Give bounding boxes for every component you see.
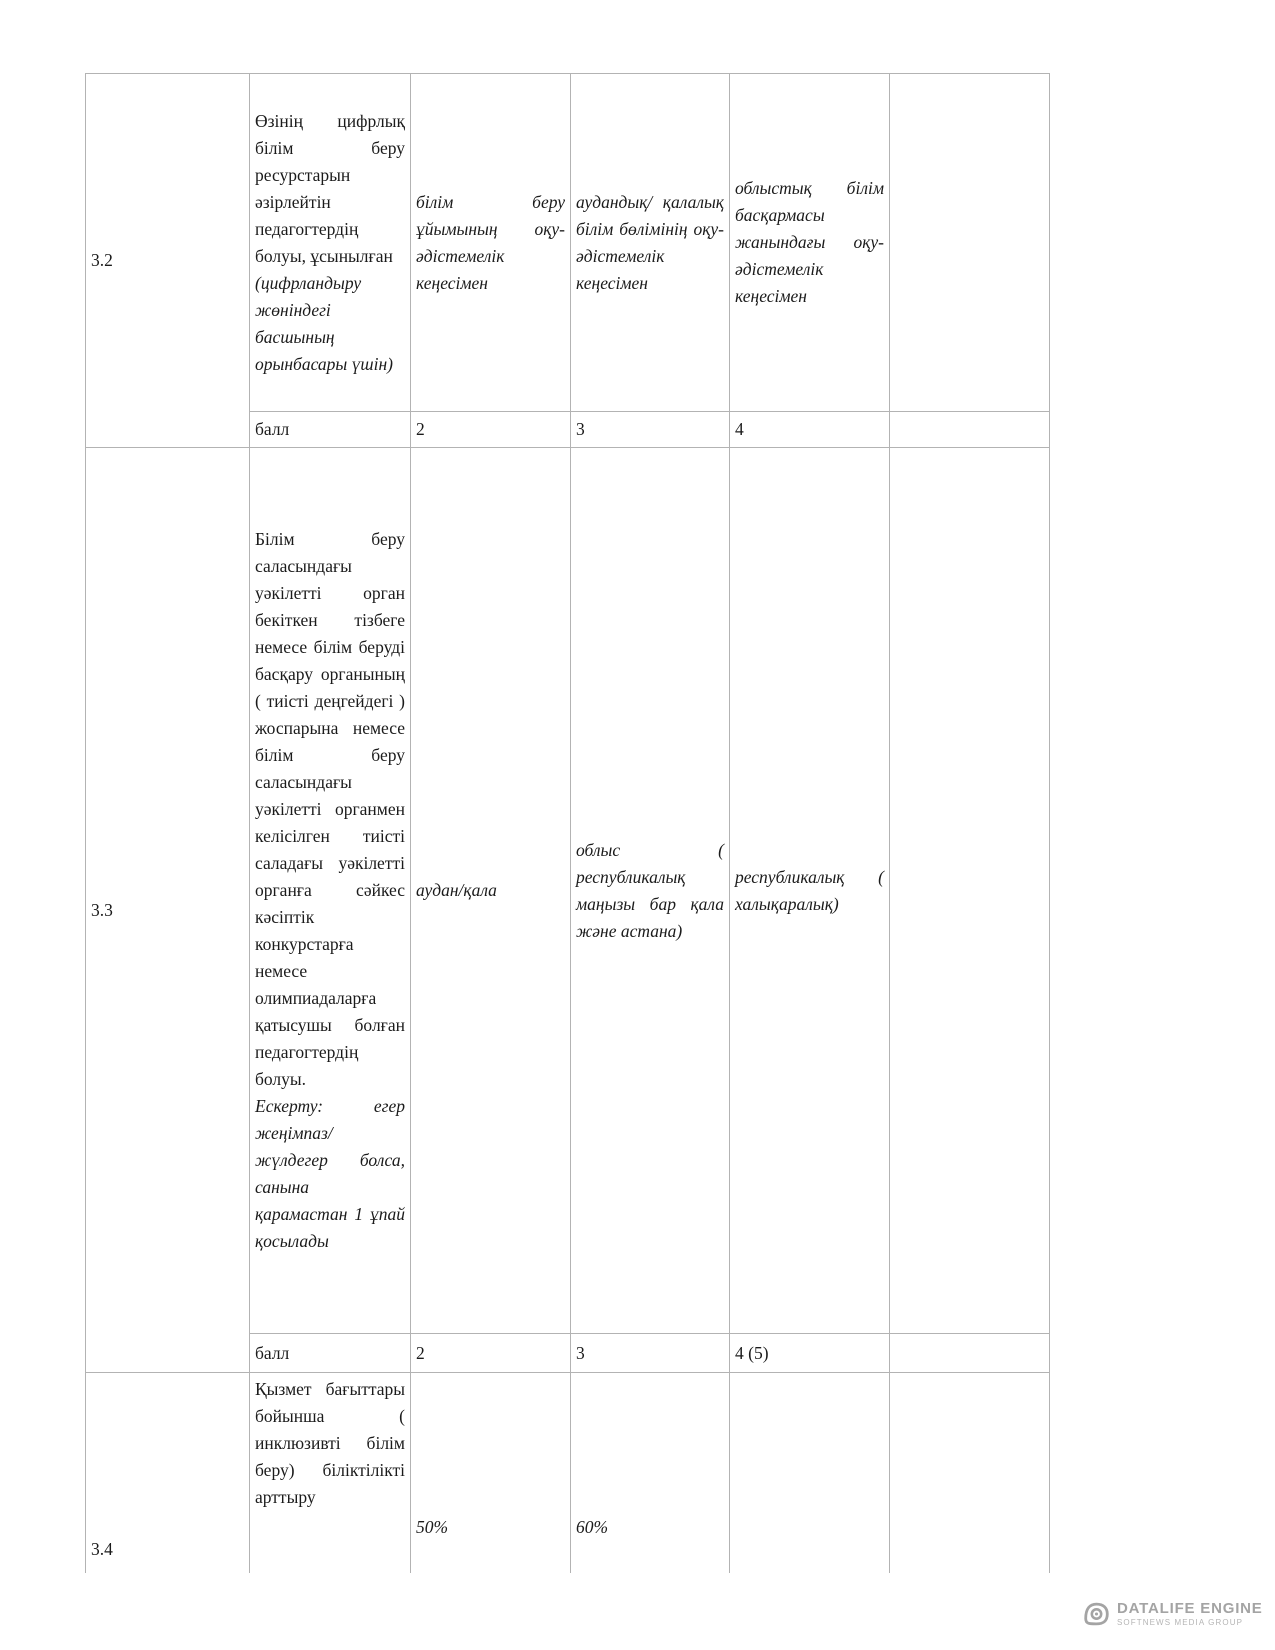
criteria-note: Ескерту: егер жеңімпаз/ жүлдегер болса, санына қарамастан 1 ұпай қосылады [255, 1096, 405, 1251]
table-row-3-4 [86, 1373, 1050, 1573]
empty-cell [890, 1334, 1050, 1373]
datalife-engine-logo [1083, 1601, 1263, 1627]
level-text: 60% [576, 1516, 609, 1537]
level-cell-3 [730, 1373, 890, 1573]
table-row-3-2 [86, 74, 1050, 412]
level-text: аудан/қала [416, 880, 497, 900]
score-label: балл [255, 419, 290, 439]
level-text: білім беру ұйымының оқу-әдістемелік кеңесімен [416, 191, 565, 293]
level-cell-2 [571, 74, 730, 412]
level-text: облыс ( республикалық маңызы бар қала және астана) [576, 839, 724, 941]
score-value: 3 [576, 419, 585, 439]
level-text: облыстық білім басқармасы жанындағы оқу-әдістемелік кеңесімен [735, 178, 884, 306]
criteria-text: Қызмет бағыттары бойынша ( инклюзивті білім беру) біліктілікті арттыру [255, 1379, 405, 1507]
score-value-cell [571, 412, 730, 448]
level-cell-2 [571, 1373, 730, 1573]
score-label: балл [255, 1342, 290, 1363]
level-cell-1 [411, 74, 571, 412]
score-value: 2 [416, 1342, 425, 1363]
level-text: республикалық ( халықаралық) [735, 866, 884, 914]
score-label-cell [250, 412, 411, 448]
logo-subtitle: SOFTNEWS MEDIA GROUP [1117, 1618, 1244, 1627]
evaluation-criteria-table [85, 73, 1050, 1573]
logo-text-block [1117, 1601, 1263, 1627]
empty-cell [890, 412, 1050, 448]
criteria-text: Өзінің цифрлық білім беру ресурстарын әзірлейтін педагогтердің болуы, ұсынылған [255, 110, 405, 266]
criteria-cell [250, 448, 411, 1334]
score-value-cell [411, 1334, 571, 1373]
row-number-cell [86, 1373, 250, 1573]
criteria-cell [250, 1373, 411, 1573]
score-value: 4 (5) [735, 1342, 769, 1363]
row-number-cell [86, 448, 250, 1373]
level-text: 50% [416, 1516, 449, 1537]
level-text: аудандық/ қалалық білім бөлімінің оқу-әдістемелік кеңесімен [576, 191, 724, 293]
level-cell-1 [411, 1373, 571, 1573]
score-value-cell [730, 412, 890, 448]
logo-title: DATALIFE ENGINE [1117, 1600, 1263, 1617]
score-value: 2 [416, 419, 425, 439]
score-value-cell [571, 1334, 730, 1373]
table-row-3-3 [86, 448, 1050, 1334]
score-value: 4 [735, 419, 744, 439]
score-value-cell [730, 1334, 890, 1373]
row-number: 3.3 [91, 899, 113, 920]
score-value-cell [411, 412, 571, 448]
row-number: 3.2 [91, 250, 113, 270]
level-cell-3 [730, 448, 890, 1334]
row-number-cell [86, 74, 250, 448]
empty-cell [890, 448, 1050, 1334]
level-cell-2 [571, 448, 730, 1334]
score-label-cell [250, 1334, 411, 1373]
empty-cell [890, 74, 1050, 412]
criteria-cell [250, 74, 411, 412]
criteria-note: (цифрландыру жөніндегі басшының орынбасары үшін) [255, 272, 393, 374]
datalife-eye-icon [1083, 1601, 1110, 1627]
row-number: 3.4 [91, 1538, 113, 1559]
criteria-text: Білім беру саласындағы уәкілетті орган бекіткен тізбеге немесе білім беруді басқару органының ( тиісті деңгейдегі ) жоспарына немесе білім беру саласындағы уәкілетті органмен келісілген тиісті саладағы уәкілетті органға сәйкес кәсіптік конкурстарға немесе олимпиадаларға қатысушы болған педагогтердің болуы. [255, 529, 405, 1089]
level-cell-1 [411, 448, 571, 1334]
empty-cell [890, 1373, 1050, 1573]
level-cell-3 [730, 74, 890, 412]
score-value: 3 [576, 1342, 585, 1363]
